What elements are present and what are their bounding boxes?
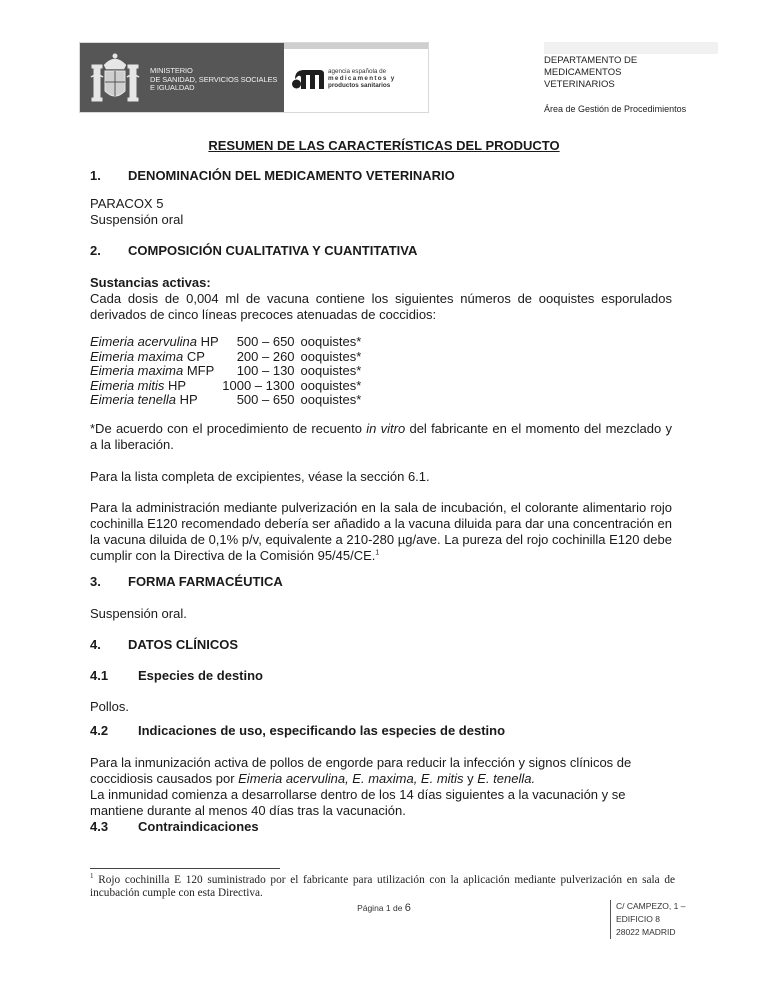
ministry-name: MINISTERIO DE SANIDAD, SERVICIOS SOCIALES E IGUALDAD [150,66,278,92]
pharmaceutical-form-text: Suspensión oral. [90,606,187,621]
footer-address: C/ CAMPEZO, 1 – EDIFICIO 8 28022 MADRID [610,900,685,939]
product-form: Suspensión oral [90,212,184,227]
strain-row: Eimeria maxima MFP 100 – 130 ooquistes* [90,363,362,378]
document-title: RESUMEN DE LAS CARACTERÍSTICAS DEL PRODUCTO [208,138,560,153]
department-name: DEPARTAMENTO DE MEDICAMENTOS VETERINARIOS [544,55,638,90]
section-3-heading: 3. FORMA FARMACÉUTICA [90,574,283,589]
section-4-heading: 4. DATOS CLÍNICOS [90,637,239,652]
section-4-3-heading: 4.3 Contraindicaciones [90,819,259,834]
active-substances-label: Sustancias activas: [90,275,211,290]
section-4-1-heading: 4.1 Especies de destino [90,668,263,683]
coat-of-arms-icon [90,51,140,105]
agency-top-bar [284,43,428,49]
active-substances-text: Cada dosis de 0,004 ml de vacuna contiene los siguientes números de ooquistes esporulados derivados de cinco líneas precoces atenuadas de coccidios: [90,291,672,322]
strain-row: Eimeria tenella HP 500 – 650 ooquistes* [90,392,362,407]
department-area: Área de Gestión de Procedimientos [544,104,687,114]
colorant-paragraph: Para la administración mediante pulverización en la sala de incubación, el colorante alimentario rojo cochinilla E120 recomendado debería ser añadido a la vacuna diluida para dar una concentración en la vacuna diluida de 0,1% p/v, equivalente a 210-280 µg/ave. La pureza del rojo cochinilla E120 debe cumplir con la Directiva de la Comisión 95/45/CE.$^1$ [90,500,672,563]
department-header-bar [544,42,718,54]
product-name: PARACOX 5 [90,196,164,211]
section-2-heading: 2. COMPOSICIÓN CUALITATIVA Y CUANTITATIVA [90,243,418,258]
footnote: $^1$ Rojo cochinilla E 120 suministrado por el fabricante para utilización con la aplicación mediante pulverización en sala de incubación cumple con esta Directiva. [90,872,675,899]
target-species-text: Pollos. [90,699,130,714]
agency-name: agencia española de medicamentos y productos sanitarios [328,68,396,90]
strain-row: Eimeria acervulina HP 500 – 650 ooquistes* [90,334,362,349]
header-logo-band [79,42,429,113]
in-vitro-note: *De acuerdo con el procedimiento de recuento in vitro del fabricante en el momento del mezclado y a la liberación. [90,421,672,452]
agency-logo [284,43,428,112]
product-name-block [90,196,672,228]
footnote-ref[interactable]: 1 [375,549,380,557]
strain-row: Eimeria mitis HP 1000 – 1300 ooquistes* [90,377,362,393]
indications-text: Para la inmunización activa de pollos de engorde para reducir la infección y signos clínicos de coccidiosis causados por Eimeria acervulina, E. maxima, E. mitis y E. tenella. La inmunidad comienza a desarrollarse dentro de los 14 días siguientes a la vacunación y se mantiene durante al menos 40 días tras la vacunación. [90,755,632,818]
section-4-2-heading: 4.2 Indicaciones de uso, especificando las especies de destino [90,723,506,738]
excipients-note: Para la lista completa de excipientes, véase la sección 6.1. [90,469,430,484]
ministry-logo [80,43,284,112]
strain-table [90,335,361,408]
strain-row: Eimeria maxima CP 200 – 260 ooquistes* [90,348,362,364]
page-number: Página 1 de 6 [357,902,411,914]
section-1-heading: 1. DENOMINACIÓN DEL MEDICAMENTO VETERINARIO [90,168,455,183]
footnote-divider [90,868,280,869]
aemps-am-icon [292,69,324,89]
